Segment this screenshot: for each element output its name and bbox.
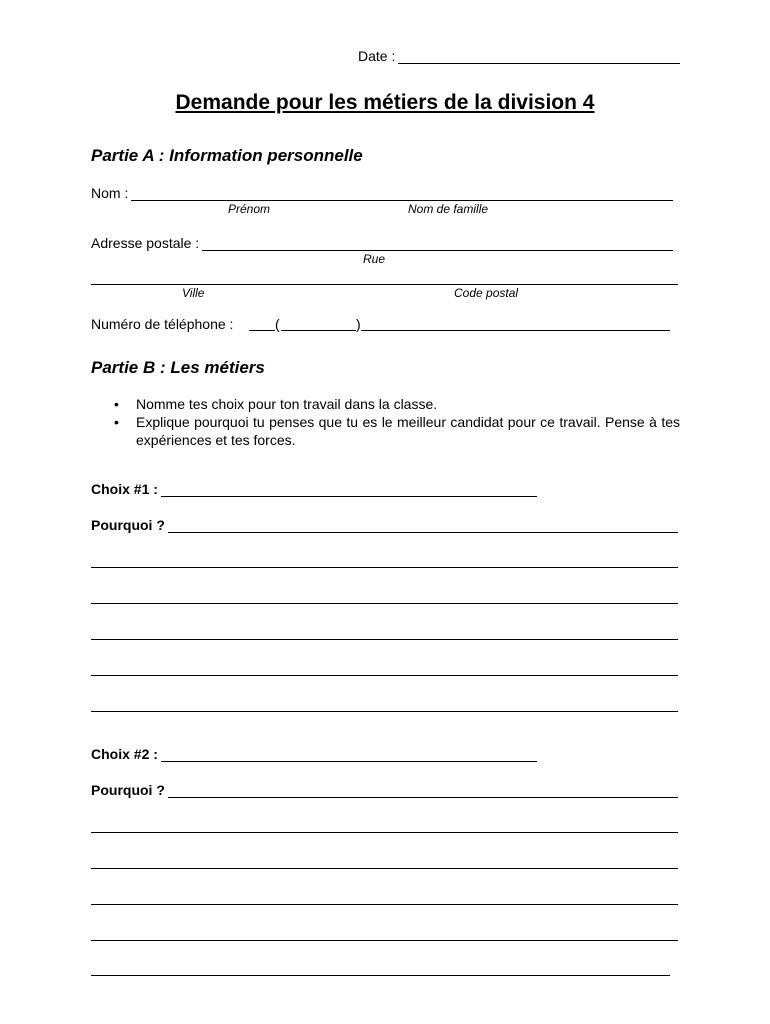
address-label: Adresse postale :: [91, 235, 200, 251]
phone-close-paren: ): [356, 316, 361, 332]
why-1-label: Pourquoi ?: [91, 517, 165, 533]
part-a-heading: Partie A : Information personnelle: [91, 146, 363, 165]
why-2-answer-line[interactable]: [91, 940, 678, 941]
name-input-line[interactable]: [131, 186, 673, 201]
choice-2-label: Choix #2 :: [91, 746, 158, 762]
bullet-item-2: [114, 413, 680, 449]
address-input-line[interactable]: [202, 236, 673, 251]
why-1-field: [91, 517, 678, 533]
choice-2-field: [91, 746, 537, 762]
date-label: Date :: [358, 48, 396, 64]
choice-1-field: [91, 481, 537, 497]
why-2-input-line[interactable]: [168, 783, 678, 798]
address-sub-postal: Code postal: [454, 286, 519, 300]
choice-2-input-line[interactable]: [161, 747, 537, 762]
part-b-heading: Partie B : Les métiers: [91, 358, 265, 377]
page-title: Demande pour les métiers de la division 4: [175, 91, 595, 114]
bullet-icon: •: [114, 396, 119, 412]
city-input-line[interactable]: [91, 284, 678, 285]
why-2-answer-line[interactable]: [91, 904, 678, 905]
name-label: Nom :: [91, 185, 129, 201]
bullet-text-1: Nomme tes choix pour ton travail dans la classe.: [136, 396, 438, 412]
choice-1-label: Choix #1 :: [91, 481, 158, 497]
why-1-answer-line[interactable]: [91, 711, 678, 712]
why-1-input-line[interactable]: [168, 518, 678, 533]
why-1-answer-line[interactable]: [91, 675, 678, 676]
phone-label: Numéro de téléphone :: [91, 316, 234, 332]
name-field: [91, 185, 673, 201]
address-field: [91, 235, 673, 251]
why-2-label: Pourquoi ?: [91, 782, 165, 798]
phone-area-prefix-line[interactable]: [249, 330, 275, 331]
why-2-field: [91, 782, 678, 798]
date-input-line[interactable]: [398, 49, 680, 64]
phone-area-code-line[interactable]: [281, 330, 356, 331]
choice-1-input-line[interactable]: [161, 482, 537, 497]
address-sub-city: Ville: [182, 286, 205, 300]
bullet-text-2: Explique pourquoi tu penses que tu es le meilleur candidat pour ce travail. Pense à tes expériences et tes forces.: [136, 414, 680, 448]
name-sub-first: Prénom: [228, 202, 271, 216]
phone-open-paren: (: [275, 316, 280, 332]
address-sub-street: Rue: [363, 252, 386, 266]
date-field: [358, 48, 680, 64]
why-2-answer-line[interactable]: [91, 975, 670, 976]
why-1-answer-line[interactable]: [91, 567, 678, 568]
why-1-answer-line[interactable]: [91, 639, 678, 640]
why-2-answer-line[interactable]: [91, 832, 678, 833]
bullet-icon: •: [114, 414, 119, 430]
phone-number-line[interactable]: [361, 330, 670, 331]
bullet-item-1: [114, 395, 680, 413]
why-1-answer-line[interactable]: [91, 603, 678, 604]
name-sub-last: Nom de famille: [408, 202, 489, 216]
why-2-answer-line[interactable]: [91, 868, 678, 869]
